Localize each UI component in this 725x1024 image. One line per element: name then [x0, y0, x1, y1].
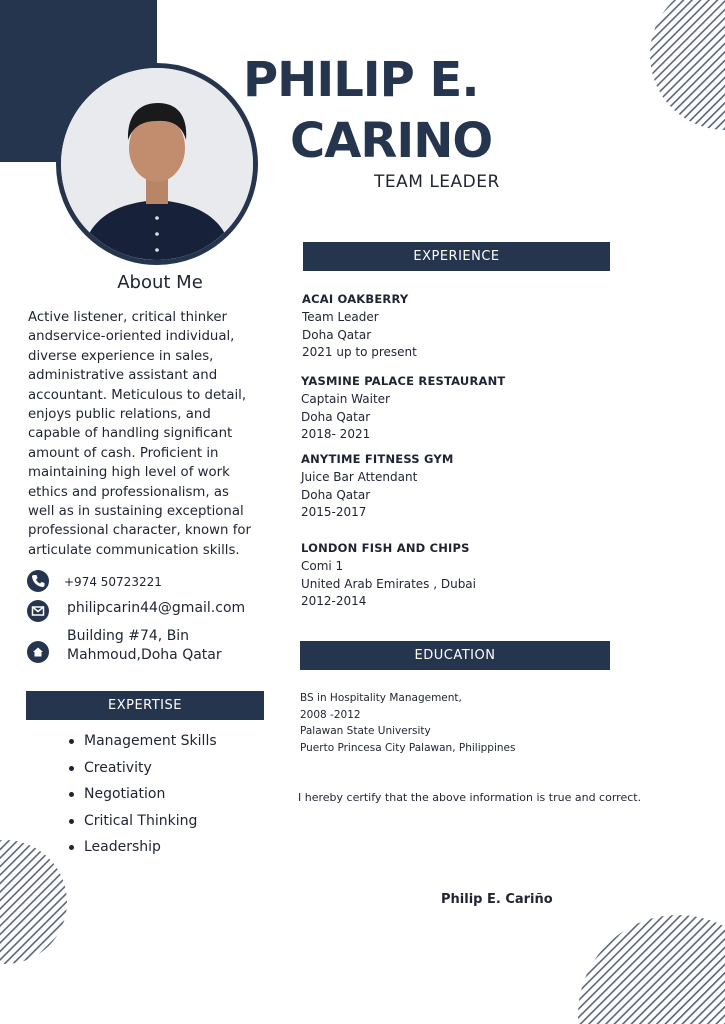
address: Building #74, Bin Mahmoud,Doha Qatar [67, 628, 222, 663]
experience-heading: EXPERIENCE [303, 242, 610, 271]
striped-circle-bottom-right [578, 915, 725, 1024]
phone-number: +974 50723221 [64, 575, 162, 589]
list-item: Management Skills [66, 728, 217, 755]
expertise-heading: EXPERTISE [26, 691, 264, 720]
experience-entry: YASMINE PALACE RESTAURANT Captain Waiter Doha Qatar 2018- 2021 [301, 374, 506, 442]
list-item: Critical Thinking [66, 808, 217, 835]
expertise-list [66, 728, 217, 861]
list-item: Leadership [66, 834, 217, 861]
phone-icon [27, 570, 49, 592]
profile-photo [56, 63, 258, 265]
list-item: Negotiation [66, 781, 217, 808]
home-icon [27, 641, 49, 663]
experience-entry: LONDON FISH AND CHIPS Comi 1 United Arab Emirates , Dubai 2012-2014 [301, 541, 476, 609]
experience-entry: ANYTIME FITNESS GYM Juice Bar Attendant Doha Qatar 2015-2017 [301, 452, 454, 520]
education-heading: EDUCATION [300, 641, 610, 670]
email-address: philipcarin44@gmail.com [67, 600, 246, 616]
experience-entry: ACAI OAKBERRY Team Leader Doha Qatar 2021 up to present [302, 292, 417, 360]
about-me-text: Active listener, critical thinker andservice-oriented individual, diverse experience in sales, administrative assistant and accountant. Meticulous to detail, enjoys public relations, and capable of handling significant amount of cash. Proficient in maintaining high level of work ethics and professionalism, as well as in sustaining exceptional professional character, known for articulate communication skills. [28, 310, 251, 558]
list-item: Creativity [66, 755, 217, 782]
name-first-line: PHILIP E. [243, 52, 479, 108]
striped-circle-top-right [640, 0, 725, 140]
email-icon [27, 600, 49, 622]
job-role: TEAM LEADER [374, 172, 500, 192]
education-entry: BS in Hospitality Management, 2008 -2012 Palawan State University Puerto Princesa City Palawan, Philippines [300, 692, 516, 754]
name-second-line: CARINO [290, 113, 493, 169]
person-portrait-icon [61, 68, 253, 260]
striped-circle-left [0, 840, 70, 965]
signature-name: Philip E. Cariño [441, 892, 553, 907]
certification-statement: I hereby certify that the above information is true and correct. [298, 791, 642, 804]
about-me-heading: About Me [117, 272, 203, 293]
